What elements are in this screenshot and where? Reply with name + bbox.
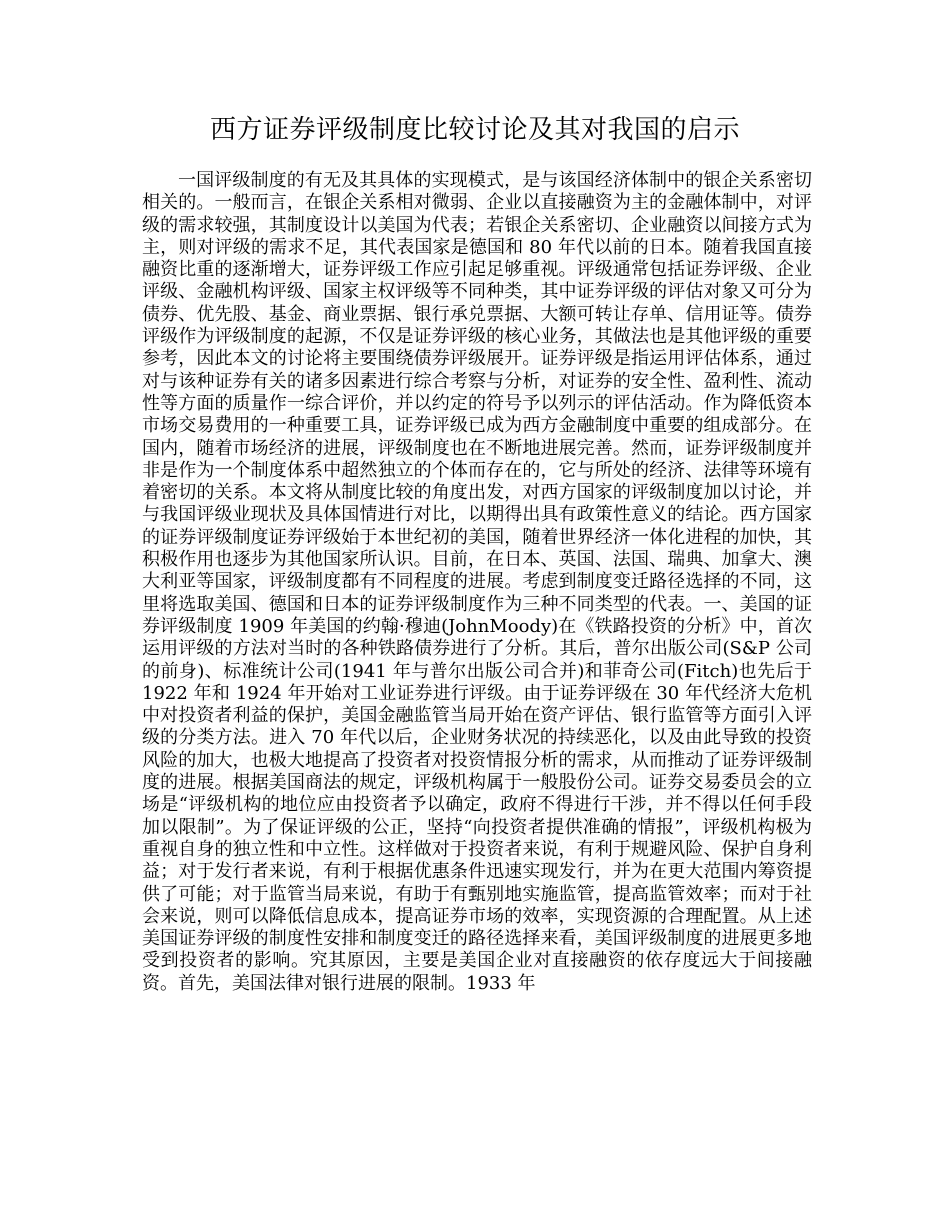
- document-title: 西方证券评级制度比较讨论及其对我国的启示: [209, 115, 740, 145]
- body-paragraph: 一国评级制度的有无及其具体的实现模式，是与该国经济体制中的银企关系密切相关的。一般而言，在银企关系相对微弱、企业以直接融资为主的金融体制中，对评级的需求较强，其制度设计以美国为代表；若银企关系密切、企业融资以间接方式为主，则对评级的需求不足，其代表国家是德国和 80 年代以前的日本。随着我国直接融资比重的逐渐增大，证券评级工作应引起足够重视。评级通常包括证券评级、企业评级、金融机构评级、国家主权评级等不同种类，其中证券评级的评估对象又可分为债券、优先股、基金、商业票据、银行承兑票据、大额可转让存单、信用证等。债券评级作为评级制度的起源，不仅是证券评级的核心业务，其做法也是其他评级的重要参考，因此本文的讨论将主要围绕债券评级展开。证券评级是指运用评估体系，通过对与该种证券有关的诸多因素进行综合考察与分析，对证券的安全性、盈利性、流动性等方面的质量作一综合评价，并以约定的符号予以列示的评估活动。作为降低资本市场交易费用的一种重要工具，证券评级已成为西方金融制度中重要的组成部分。在国内，随着市场经济的进展，评级制度也在不断地进展完善。然而，证券评级制度并非是作为一个制度体系中超然独立的个体而存在的，它与所处的经济、法律等环境有着密切的关系。本文将从制度比较的角度出发，对西方国家的评级制度加以讨论，并与我国评级业现状及具体国情进行对比，以期得出具有政策性意义的结论。西方国家的证券评级制度证券评级始于本世纪初的美国，随着世界经济一体化进程的加快，其积极作用也逐步为其他国家所认识。目前，在日本、英国、法国、瑞典、加拿大、澳大利亚等国家，评级制度都有不同程度的进展。考虑到制度变迁路径选择的不同，这里将选取美国、德国和日本的证券评级制度作为三种不同类型的代表。一、美国的证券评级制度 1909 年美国的约翰·穆迪(JohnMoody)在《铁路投资的分析》中，首次运用评级的方法对当时的各种铁路债券进行了分析。其后，普尔出版公司(S&P 公司的前身)、标准统计公司(1941 年与普尔出版公司合并)和菲奇公司(Fitch)也先后于 1922 年和 1924 年开始对工业证券进行评级。由于证券评级在 30 年代经济大危机中对投资者利益的保护，美国金融监管当局开始在资产评估、银行监管等方面引入评级的分类方法。进入 70 年代以后，企业财务状况的持续恶化，以及由此导致的投资风险的加大，也极大地提高了投资者对投资情报分析的需求，从而推动了证券评级制度的进展。根据美国商法的规定，评级机构属于一般股份公司。证券交易委员会的立场是“评级机构的地位应由投资者予以确定，政府不得进行干涉，并不得以任何手段加以限制”。为了保证评级的公正，坚持“向投资者提供准确的情报”，评级机构极为重视自身的独立性和中立性。这样做对于投资者来说，有利于规避风险、保护自身利益；对于发行者来说，有利于根据优惠条件迅速实现发行，并为在更大范围内筹资提供了可能；对于监管当局来说，有助于有甄别地实施监管，提高监管效率；而对于社会来说，则可以降低信息成本，提高证券市场的效率，实现资源的合理配置。从上述美国证券评级的制度性安排和制度变迁的路径选择来看，美国评级制度的进展更多地受到投资者的影响。究其原因，主要是美国企业对直接融资的依存度远大于间接融资。首先，美国法律对银行进展的限制。1933 年: [142, 170, 812, 994]
